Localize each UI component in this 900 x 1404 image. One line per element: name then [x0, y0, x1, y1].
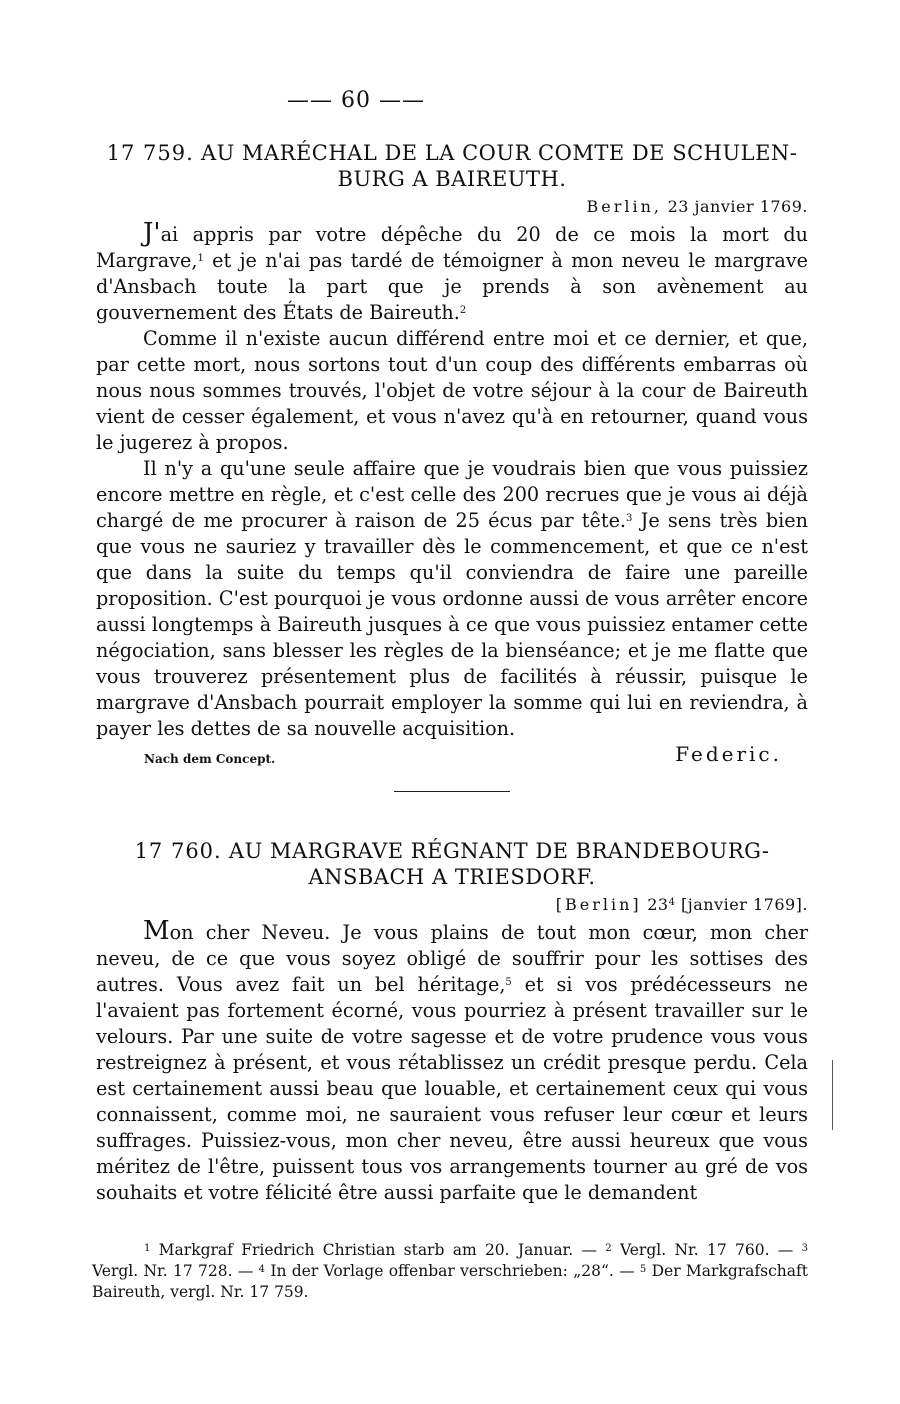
letter-heading — [96, 838, 808, 890]
letter-17760 — [96, 838, 808, 1206]
dateline — [96, 196, 808, 218]
dash-left: —— — [287, 88, 333, 113]
footnote-block — [92, 1240, 808, 1303]
footnote-number: 5 — [639, 1264, 647, 1275]
footnote-text: Markgraf Friedrich Christian starb am 20. Januar. — — [150, 1241, 606, 1259]
footnote-text: Vergl. Nr. 17 728. — — [92, 1262, 259, 1280]
heading-line-2: BURG A BAIREUTH. — [337, 167, 567, 191]
footnote-text: Der Markgrafschaft Baireuth, vergl. Nr. 17 759. — [92, 1262, 808, 1301]
footnotes — [92, 1240, 808, 1303]
footnote-number: 1 — [144, 1243, 151, 1254]
page-number-header — [0, 88, 712, 113]
paragraph-text: et si vos prédécesseurs ne l'avaient pas fortement écorné, vous pourriez à présent travailler sur le velours. Par une suite de votre sagesse et de votre prudence vous vous restreignez à présent, et vous rétablissez un crédit presque perdu. Cela est certainement aussi beau que louable, et certainement ceux qui vous connaissent, comme moi, ne sauraient vous refuser leur cœur et leurs suffrages. Puissiez-vous, mon cher neveu, être aussi heureux que vous méritez de l'être, puissent tous vos arrangements tourner au gré de vos souhaits et votre félicité être aussi parfaite que le demandent — [96, 973, 808, 1204]
paragraph-text: Je sens très bien que vous ne sauriez y travailler dès le commencement, et que ce n'est que dans la suite du temps qu'il conviendra de faire une pareille proposition. C'est pourquoi je vous ordonne aussi de vous arrêter encore aussi longtemps à Baireuth jusques à ce que vous puissiez entamer cette négociation, sans blesser les règles de la bienséance; et je me flatte que vous trouverez présentement plus de facilités à réussir, puisque le margrave d'Ansbach pourrait employer la somme qui lui en reviendra, à payer les dettes de sa nouvelle acquisition. — [96, 509, 808, 740]
paragraph-3 — [96, 456, 808, 742]
footnote-number: 3 — [801, 1243, 808, 1254]
heading-line-1: AU MARGRAVE RÉGNANT DE BRANDEBOURG- — [228, 839, 770, 863]
footnote-ref: 2 — [459, 305, 467, 316]
footnote-ref: 3 — [626, 513, 633, 524]
paragraph-text: J'ai appris par votre dépêche du 20 de ce mois la mort du Margrave, — [96, 218, 808, 272]
margin-mark — [832, 1060, 833, 1130]
footnote-ref: 4 — [668, 897, 676, 908]
dash-right: —— — [379, 88, 425, 113]
signature: Federic. — [675, 742, 782, 766]
paragraph-text: Il n'y a qu'une seule affaire que je voudrais bien que vous puissiez encore mettre en règle, et c'est celle des 200 recrues que je vous ai déjà chargé de me procurer à raison de 25 écus par tête. — [96, 457, 808, 532]
paragraph-text: et je n'ai pas tardé de témoigner à mon neveu le margrave d'Ansbach toute la part que je prends à son avènement au gouvernement des États de Baireuth. — [96, 249, 808, 324]
section-divider — [394, 791, 510, 792]
source-note: Nach dem Concept. — [144, 752, 276, 766]
paragraph-1 — [96, 918, 808, 1206]
letter-17759 — [96, 140, 808, 766]
date-place: Berlin, — [586, 197, 662, 216]
date-day: 23 — [647, 895, 669, 914]
dateline — [96, 894, 808, 916]
footnote-number: 4 — [258, 1264, 266, 1275]
heading-line-1: AU MARÉCHAL DE LA COUR COMTE DE SCHULEN- — [200, 141, 798, 165]
closing-row — [96, 742, 808, 766]
paragraph-2: Comme il n'existe aucun différend entre moi et ce dernier, et que, par cette mort, nous sortons tout d'un coup des différents embarras où nous nous sommes trouvés, l'objet de votre séjour à la cour de Baireuth vient de cesser également, et vous n'avez qu'à en retourner, quand vous le jugerez à propos. — [96, 327, 808, 454]
paragraph-text: Mon cher Neveu. Je vous plains de tout mon cœur, mon cher neveu, de ce que vous soyez obligé de souffrir pour les sottises des autres. Vous avez fait un bel héritage, — [96, 916, 808, 996]
letter-number: 17 759. — [106, 141, 194, 165]
paragraph-1 — [96, 220, 808, 326]
footnote-text: In der Vorlage offenbar verschrieben: „28“. — — [265, 1262, 640, 1280]
footnote-text: Vergl. Nr. 17 760. — — [611, 1241, 794, 1259]
date-place: [Berlin] — [555, 895, 642, 914]
date-text: [janvier 1769]. — [681, 895, 808, 914]
letter-heading — [96, 140, 808, 192]
footnote-ref: 5 — [505, 977, 512, 988]
footnote-ref: 1 — [197, 253, 204, 264]
date-text: 23 janvier 1769. — [667, 197, 808, 216]
footnote-number: 2 — [605, 1243, 612, 1254]
heading-line-2: ANSBACH A TRIESDORF. — [308, 865, 596, 889]
page-number: 60 — [341, 88, 371, 113]
letter-number: 17 760. — [134, 839, 222, 863]
